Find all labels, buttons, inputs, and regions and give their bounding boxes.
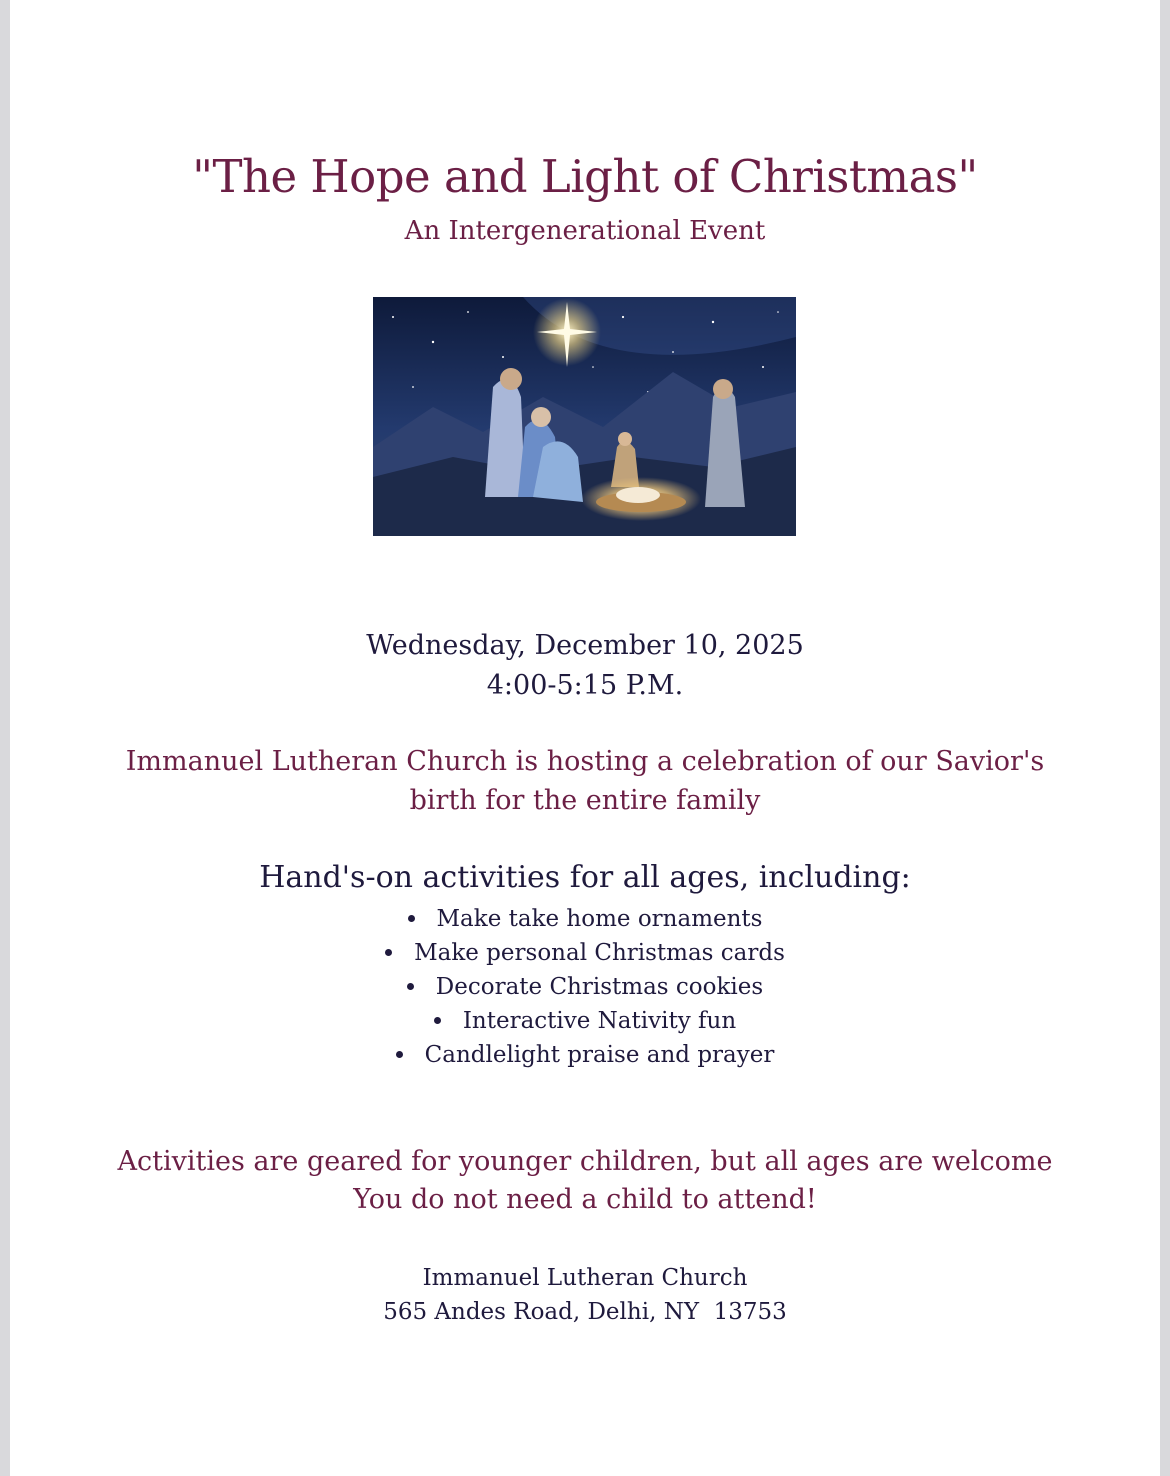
bullet-icon: [408, 915, 415, 922]
church-address: [10, 1261, 1160, 1329]
activity-label: Candlelight praise and prayer: [424, 1042, 775, 1068]
bullet-icon: [434, 1017, 441, 1024]
nativity-image: [373, 297, 796, 536]
activities-list: [10, 902, 1160, 1072]
flyer-page: [10, 0, 1160, 1476]
list-item: [10, 936, 1160, 970]
street-address: 565 Andes Road, Delhi, NY 13753: [383, 1299, 787, 1325]
bullet-icon: [396, 1051, 403, 1058]
host-description: [10, 742, 1160, 820]
activity-label: Make personal Christmas cards: [414, 940, 785, 966]
activities-heading: Hand's-on activities for all ages, including:: [259, 860, 911, 895]
event-date: Wednesday, December 10, 2025: [366, 630, 804, 661]
event-time: 4:00-5:15 P.M.: [486, 670, 684, 701]
age-note-line-2: You do not need a child to attend!: [353, 1184, 817, 1215]
list-item: [10, 1004, 1160, 1038]
host-line-1: Immanuel Lutheran Church is hosting a celebration of our Savior's: [125, 746, 1045, 777]
list-item: [10, 902, 1160, 936]
activity-label: Decorate Christmas cookies: [435, 974, 764, 1000]
bullet-icon: [385, 949, 392, 956]
event-date-time: [10, 626, 1160, 706]
activity-label: Make take home ornaments: [436, 906, 763, 932]
age-note: [10, 1143, 1160, 1219]
list-item: [10, 970, 1160, 1004]
host-line-2: birth for the entire family: [409, 785, 761, 816]
church-name: Immanuel Lutheran Church: [422, 1265, 748, 1291]
list-item: [10, 1038, 1160, 1072]
age-note-line-1: Activities are geared for younger children, but all ages are welcome: [117, 1146, 1053, 1177]
bullet-icon: [407, 983, 414, 990]
activity-label: Interactive Nativity fun: [462, 1008, 737, 1034]
flyer-subtitle: An Intergenerational Event: [404, 216, 766, 246]
flyer-title: "The Hope and Light of Christmas": [192, 150, 978, 203]
